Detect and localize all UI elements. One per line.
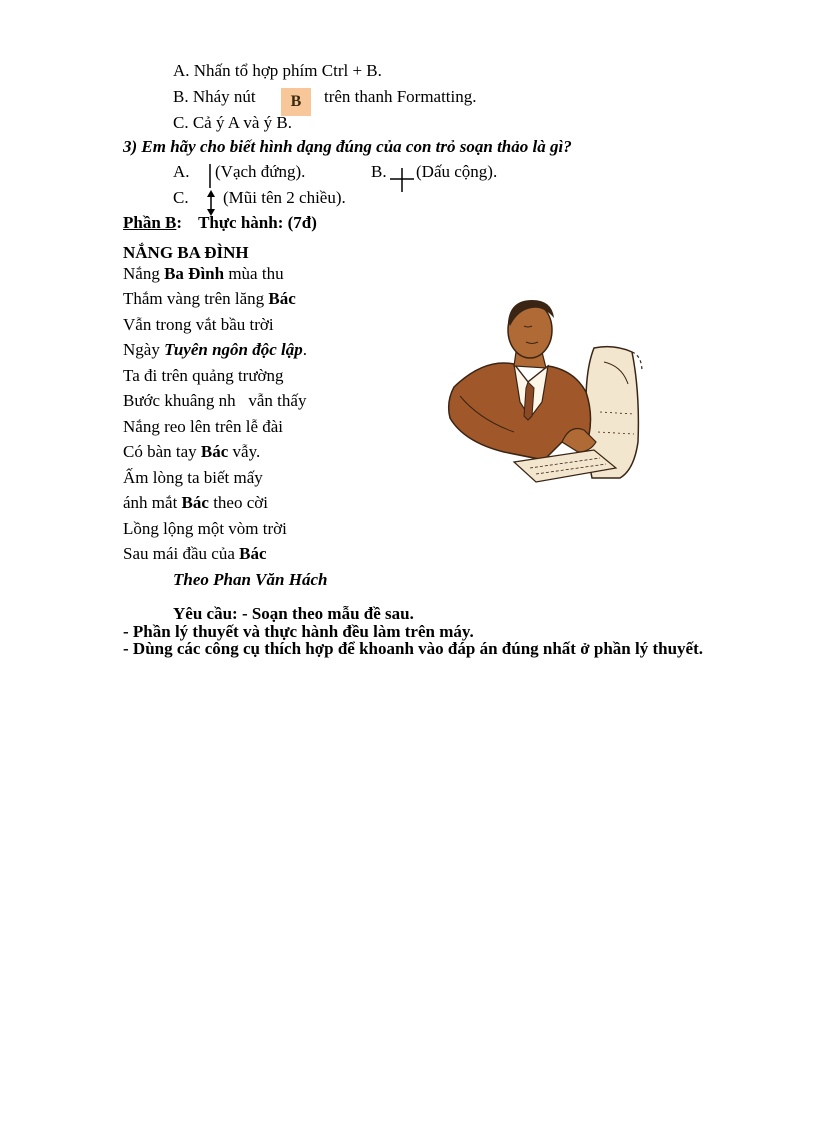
poem-line-12 xyxy=(123,544,267,564)
poem-text: Sau mái đầu của xyxy=(123,544,240,563)
poem-line-11: Lồng lộng một vòm trời xyxy=(123,519,287,538)
question-3: 3) Em hãy cho biết hình dạng đúng của con trỏ soạn thảo là gì? xyxy=(123,137,572,156)
q3-a-letter: A. xyxy=(173,162,190,181)
poem-text: Ngày xyxy=(123,340,165,359)
option-b-prefix: B. Nháy nút xyxy=(173,87,256,106)
i-beam-cursor-icon xyxy=(206,164,214,188)
poem-bold-text: Bác xyxy=(200,442,229,461)
requirement-2: - Phần lý thuyết và thực hành đều làm trên máy. xyxy=(123,622,474,641)
poem-text: Nắng xyxy=(123,264,165,283)
q3-b-text: (Dấu cộng). xyxy=(416,162,498,181)
poem-line-10 xyxy=(123,493,268,513)
bold-button-icon: B xyxy=(281,88,311,116)
poem-bold-text: Bác xyxy=(239,544,267,563)
poem-line-3: Vẫn trong vắt bầu trời xyxy=(123,315,274,334)
poem-line-4 xyxy=(123,340,307,360)
poem-bold-text: Ba Đình xyxy=(164,264,225,283)
poem-text: vẫy. xyxy=(228,442,261,461)
poem-bold-italic-text: Tuyên ngôn độc lập xyxy=(164,340,303,359)
poem-text: Có bàn tay xyxy=(123,442,201,461)
poem-bold-text: Bác xyxy=(181,493,209,512)
poem-line-1 xyxy=(123,264,284,284)
crosshair-cursor-icon xyxy=(389,167,415,193)
practice-heading xyxy=(123,213,317,233)
poem-line-5: Ta đi trên quảng trường xyxy=(123,366,284,385)
poem-text: mùa thu xyxy=(224,264,284,283)
q3-b-letter: B. xyxy=(371,162,387,181)
poem-text: Thắm vàng trên lăng xyxy=(123,289,269,308)
q3-c-text: (Mũi tên 2 chiều). xyxy=(223,188,346,207)
requirement-1: Yêu cầu: - Soạn theo mẫu đề sau. xyxy=(173,604,414,623)
poem-line-9: Ấm lòng ta biết mấy xyxy=(123,468,263,487)
poem-bold-text: Bác xyxy=(268,289,296,308)
poem-line-8 xyxy=(123,442,260,462)
poem-title: NẮNG BA ĐÌNH xyxy=(123,243,249,262)
poem-line-2 xyxy=(123,289,296,309)
poem-line-6: Bước khuâng nh vẫn thấy xyxy=(123,391,307,410)
q3-a-text: (Vạch đứng). xyxy=(215,162,306,181)
option-b-suffix: trên thanh Formatting. xyxy=(324,87,477,106)
poem-text: ánh mắt xyxy=(123,493,182,512)
requirement-3: - Dùng các công cụ thích hợp để khoanh vào đáp án đúng nhất ở phần lý thuyết. xyxy=(123,639,703,658)
man-at-computer-clipart xyxy=(444,292,644,484)
poem-text: . xyxy=(302,340,308,359)
practice-colon: : xyxy=(176,213,183,232)
practice-title: Thực hành: (7đ) xyxy=(198,213,317,232)
poem-author: Theo Phan Văn Hách xyxy=(173,570,328,589)
poem-text: theo cời xyxy=(208,493,268,512)
q3-c-letter: C. xyxy=(173,188,189,207)
poem-line-7: Nắng reo lên trên lễ đài xyxy=(123,417,284,436)
option-c: C. Cả ý A và ý B. xyxy=(173,113,293,132)
option-a: A. Nhấn tổ hợp phím Ctrl + B. xyxy=(173,61,382,80)
practice-label: Phần B xyxy=(123,213,177,232)
